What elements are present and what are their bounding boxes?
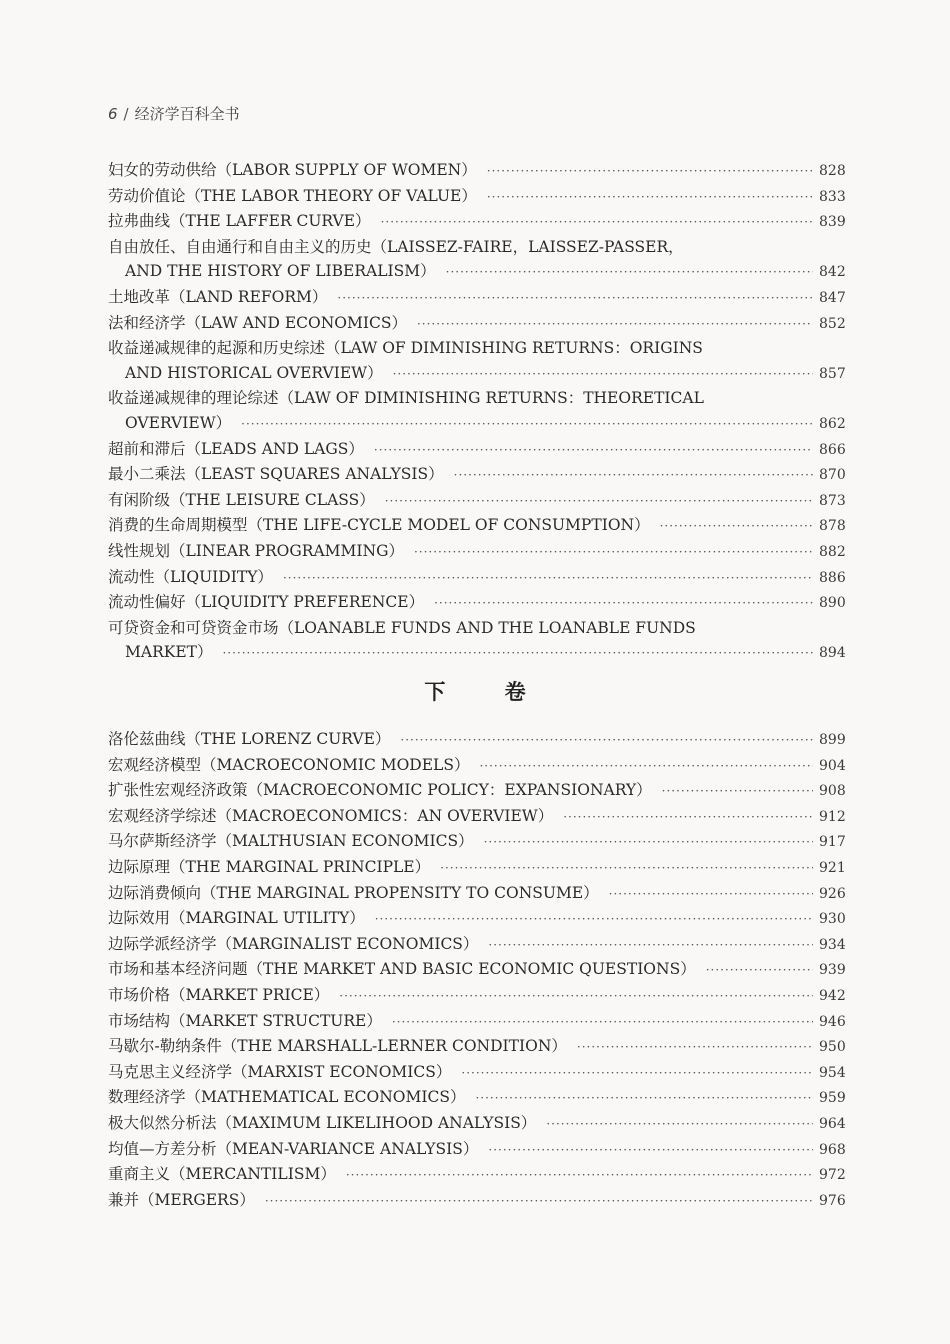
entry-page-number: 926 <box>819 885 846 902</box>
toc-entry-line <box>108 1009 845 1035</box>
dot-leader <box>381 210 813 235</box>
toc-entry-line <box>108 1034 845 1060</box>
toc-entry[interactable] <box>108 386 845 436</box>
entry-title: 劳动价值论（THE LABOR THEORY OF VALUE） <box>108 186 477 205</box>
entry-page-number: 930 <box>819 911 846 928</box>
entry-title: 线性规划（LINEAR PROGRAMMING） <box>108 541 404 560</box>
dot-leader <box>563 805 813 830</box>
header-separator: / <box>123 105 129 123</box>
entry-title: OVERVIEW） <box>125 413 232 432</box>
toc-entry-line <box>108 488 845 514</box>
entry-title: 收益递减规律的起源和历史综述（LAW OF DIMINISHING RETURNS：ORIGINS <box>108 339 703 358</box>
toc-entry[interactable] <box>108 957 845 983</box>
entry-page-number: 917 <box>819 834 846 851</box>
entry-page-number: 890 <box>819 595 846 612</box>
toc-entry-line <box>108 386 845 411</box>
entry-title: 宏观经济模型（MACROECONOMIC MODELS） <box>108 755 470 774</box>
toc-entry-line <box>108 209 845 235</box>
entry-title: AND THE HISTORY OF LIBERALISM） <box>125 262 436 281</box>
toc-entry[interactable] <box>108 1085 845 1111</box>
entry-page-number: 912 <box>819 808 846 825</box>
dot-leader <box>488 1138 813 1163</box>
toc-entry-line <box>108 1162 845 1188</box>
entry-title: 最小二乘法（LEAST SQUARES ANALYSIS） <box>108 465 444 484</box>
dot-leader <box>487 185 813 210</box>
dot-leader <box>414 540 813 565</box>
entry-title: 流动性偏好（LIQUIDITY PREFERENCE） <box>108 593 425 612</box>
entry-title: 有闲阶级（THE LEISURE CLASS） <box>108 490 375 509</box>
entry-title: 均值—方差分析（MEAN-VARIANCE ANALYSIS） <box>108 1139 479 1158</box>
dot-leader <box>488 933 813 958</box>
dot-leader <box>706 958 813 983</box>
entry-title: 边际学派经济学（MARGINALIST ECONOMICS） <box>108 934 479 953</box>
dot-leader <box>337 286 813 311</box>
toc-entry-line <box>108 906 845 932</box>
entry-page-number: 942 <box>819 987 846 1004</box>
toc-entry-line <box>108 235 845 260</box>
toc-entry[interactable] <box>108 983 845 1009</box>
dot-leader <box>446 260 813 285</box>
toc-entry-line <box>108 855 845 881</box>
dot-leader <box>265 1189 813 1214</box>
dot-leader <box>222 641 813 666</box>
book-title: 经济学百科全书 <box>134 105 240 123</box>
toc-entry[interactable] <box>108 753 845 779</box>
dot-leader <box>346 1163 813 1188</box>
toc-list-bottom <box>108 727 845 1213</box>
entry-page-number: 833 <box>819 188 846 205</box>
entry-title: 数理经济学（MATHEMATICAL ECONOMICS） <box>108 1088 466 1107</box>
toc-entry[interactable] <box>108 1162 845 1188</box>
toc-list-top <box>108 158 845 666</box>
dot-leader <box>475 1086 813 1111</box>
toc-entry[interactable] <box>108 855 845 881</box>
section-title: 下 卷 <box>424 680 552 704</box>
dot-leader <box>434 591 813 616</box>
entry-title: 妇女的劳动供给（LABOR SUPPLY OF WOMEN） <box>108 161 477 179</box>
entry-page-number: 904 <box>819 757 846 774</box>
entry-title: 自由放任、自由通行和自由主义的历史（LAISSEZ-FAIRE，LAISSEZ-PASSER， <box>108 237 684 256</box>
toc-entry[interactable] <box>108 590 845 616</box>
entry-page-number: 839 <box>819 214 846 231</box>
entry-title: 流动性（LIQUIDITY） <box>108 567 273 586</box>
toc-entry[interactable] <box>108 1034 845 1060</box>
entry-page-number: 946 <box>819 1013 846 1030</box>
dot-leader <box>392 1010 813 1035</box>
entry-title: 极大似然分析法（MAXIMUM LIKELIHOOD ANALYSIS） <box>108 1113 537 1132</box>
entry-title: 边际原理（THE MARGINAL PRINCIPLE） <box>108 857 431 876</box>
entry-page-number: 899 <box>819 732 846 748</box>
entry-title: 市场和基本经济问题（THE MARKET AND BASIC ECONOMIC QUESTIONS） <box>108 960 696 979</box>
toc-entry-line <box>108 411 845 437</box>
dot-leader <box>609 882 813 907</box>
toc-entry-line <box>108 727 845 753</box>
toc-entry[interactable] <box>108 1111 845 1137</box>
entry-title: MARKET） <box>125 643 213 662</box>
toc-entry-line <box>108 1060 845 1086</box>
entry-page-number: 950 <box>819 1039 846 1056</box>
dot-leader <box>339 984 813 1009</box>
entry-page-number: 847 <box>819 289 846 306</box>
entry-title: 边际消费倾向（THE MARGINAL PROPENSITY TO CONSUME） <box>108 883 599 902</box>
entry-page-number: 968 <box>819 1141 846 1158</box>
toc-entry-line <box>108 158 845 184</box>
entry-page-number: 828 <box>819 163 846 179</box>
dot-leader <box>662 779 813 804</box>
entry-page-number: 862 <box>819 415 846 432</box>
toc-entry[interactable] <box>108 829 845 855</box>
toc-entry-line <box>108 311 845 337</box>
running-header <box>108 103 240 124</box>
dot-leader <box>479 754 813 779</box>
toc-entry-line <box>108 983 845 1009</box>
entry-title: 洛伦兹曲线（THE LORENZ CURVE） <box>108 730 391 748</box>
entry-title: 收益递减规律的理论综述（LAW OF DIMINISHING RETURNS：THEORETICAL <box>108 389 704 408</box>
toc-entry[interactable] <box>108 437 845 463</box>
toc-entry-line <box>108 539 845 565</box>
entry-title: 法和经济学（LAW AND ECONOMICS） <box>108 313 407 332</box>
toc-entry[interactable] <box>108 539 845 565</box>
entry-page-number: 857 <box>819 365 846 382</box>
entry-title: 宏观经济学综述（MACROECONOMICS：AN OVERVIEW） <box>108 806 554 825</box>
entry-title: 拉弗曲线（THE LAFFER CURVE） <box>108 212 371 231</box>
entry-title: AND HISTORICAL OVERVIEW） <box>125 363 383 382</box>
toc-entry[interactable] <box>108 932 845 958</box>
dot-leader <box>461 1061 813 1086</box>
entry-page-number: 972 <box>819 1167 846 1184</box>
entry-page-number: 939 <box>819 962 846 979</box>
entry-page-number: 908 <box>819 783 846 800</box>
dot-leader <box>440 856 813 881</box>
toc-entry[interactable] <box>108 311 845 337</box>
entry-page-number: 866 <box>819 441 846 458</box>
toc-entry[interactable] <box>108 513 845 539</box>
entry-page-number: 882 <box>819 543 846 560</box>
dot-leader <box>417 312 813 337</box>
toc-entry[interactable] <box>108 209 845 235</box>
toc-entry[interactable] <box>108 158 845 184</box>
toc-entry-line <box>108 437 845 463</box>
toc-entry[interactable] <box>108 778 845 804</box>
toc-entry[interactable] <box>108 1009 845 1035</box>
entry-page-number: 870 <box>819 467 846 484</box>
page-number: 6 <box>108 105 118 123</box>
entry-title: 土地改革（LAND REFORM） <box>108 287 328 306</box>
toc-entry-line <box>108 590 845 616</box>
toc-entry[interactable] <box>108 462 845 488</box>
entry-page-number: 954 <box>819 1064 846 1081</box>
toc-entry[interactable] <box>108 336 845 386</box>
toc-entry-line <box>108 881 845 907</box>
toc-entry[interactable] <box>108 906 845 932</box>
entry-page-number: 842 <box>819 264 846 281</box>
entry-title: 边际效用（MARGINAL UTILITY） <box>108 909 365 928</box>
toc-entry[interactable] <box>108 565 845 591</box>
toc-entry-line <box>108 616 845 641</box>
dot-leader <box>241 412 813 437</box>
entry-page-number: 852 <box>819 315 846 332</box>
toc-entry-line <box>108 804 845 830</box>
toc-entry[interactable] <box>108 804 845 830</box>
entry-title: 可贷资金和可贷资金市场（LOANABLE FUNDS AND THE LOANABLE FUNDS <box>108 618 696 637</box>
dot-leader <box>400 728 813 753</box>
toc-entry-line <box>108 565 845 591</box>
entry-page-number: 921 <box>819 859 846 876</box>
toc-entry[interactable] <box>108 727 845 753</box>
dot-leader <box>393 362 813 387</box>
dot-leader <box>374 438 813 463</box>
dot-leader <box>487 159 813 184</box>
toc-entry[interactable] <box>108 235 845 285</box>
toc-entry-line <box>108 1085 845 1111</box>
dot-leader <box>577 1035 813 1060</box>
toc-entry-line <box>108 1111 845 1137</box>
entry-page-number: 878 <box>819 518 846 535</box>
dot-leader <box>283 566 813 591</box>
entry-title: 超前和滞后（LEADS AND LAGS） <box>108 439 364 458</box>
entry-title: 马克思主义经济学（MARXIST ECONOMICS） <box>108 1062 452 1081</box>
entry-title: 市场结构（MARKET STRUCTURE） <box>108 1011 382 1030</box>
entry-title: 重商主义（MERCANTILISM） <box>108 1165 336 1184</box>
toc-entry-line <box>108 957 845 983</box>
entry-page-number: 886 <box>819 569 846 586</box>
entry-title: 马歇尔-勒纳条件（THE MARSHALL-LERNER CONDITION） <box>108 1037 567 1056</box>
toc-entry-line <box>108 336 845 361</box>
dot-leader <box>375 907 813 932</box>
entry-page-number: 894 <box>819 645 846 662</box>
entry-title: 市场价格（MARKET PRICE） <box>108 985 330 1004</box>
toc-entry[interactable] <box>108 1188 845 1214</box>
entry-page-number: 976 <box>819 1192 846 1209</box>
toc-entry[interactable] <box>108 1137 845 1163</box>
toc-entry-line <box>108 1137 845 1163</box>
toc-entry[interactable] <box>108 881 845 907</box>
toc-entry-line <box>108 932 845 958</box>
entry-title: 扩张性宏观经济政策（MACROECONOMIC POLICY：EXPANSIONARY） <box>108 781 652 800</box>
toc-entry-line <box>108 259 845 285</box>
entry-page-number: 959 <box>819 1090 846 1107</box>
toc-entry-line <box>108 829 845 855</box>
entry-title: 兼并（MERGERS） <box>108 1190 255 1209</box>
toc-entry[interactable] <box>108 616 845 666</box>
toc-entry-line <box>108 753 845 779</box>
dot-leader <box>546 1112 813 1137</box>
entry-title: 消费的生命周期模型（THE LIFE-CYCLE MODEL OF CONSUMPTION） <box>108 516 650 535</box>
toc-entry-line <box>108 778 845 804</box>
dot-leader <box>385 489 813 514</box>
toc-entry[interactable] <box>108 488 845 514</box>
dot-leader <box>484 830 813 855</box>
toc-entry-line <box>108 184 845 210</box>
entry-page-number: 964 <box>819 1115 846 1132</box>
entry-page-number: 934 <box>819 936 846 953</box>
toc-entry-line <box>108 462 845 488</box>
toc-entry[interactable] <box>108 184 845 210</box>
entry-title: 马尔萨斯经济学（MALTHUSIAN ECONOMICS） <box>108 832 474 851</box>
toc-entry-line <box>108 1188 845 1214</box>
dot-leader <box>454 463 813 488</box>
dot-leader <box>660 514 813 539</box>
toc-entry[interactable] <box>108 1060 845 1086</box>
toc-entry-line <box>108 361 845 387</box>
toc-entry-line <box>108 513 845 539</box>
toc-entry-line <box>108 285 845 311</box>
toc-entry-line <box>108 640 845 666</box>
toc-entry[interactable] <box>108 285 845 311</box>
entry-page-number: 873 <box>819 492 846 509</box>
